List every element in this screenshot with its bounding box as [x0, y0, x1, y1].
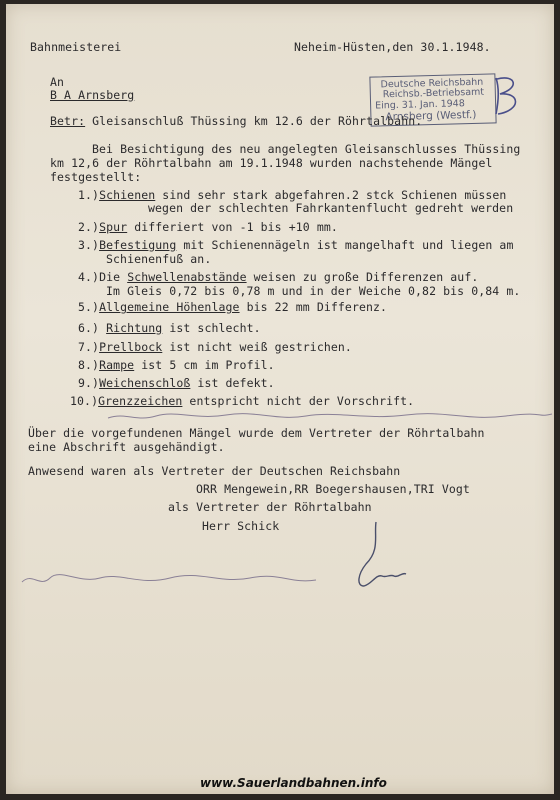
item-text: mit Schienennägeln ist mangelhaft und liegen am: [176, 238, 514, 252]
item-number: 10.): [70, 394, 99, 408]
list-item: [78, 376, 275, 390]
handwritten-note-scribble: [106, 406, 556, 426]
item-text: ist defekt.: [190, 376, 275, 390]
item-term: Schwellenabstände: [127, 270, 247, 284]
list-item: [78, 321, 261, 335]
item-number: 1.): [78, 188, 100, 202]
address-recipient: B A Arnsberg: [50, 88, 135, 102]
office-name: Bahnmeisterei: [30, 40, 122, 54]
intro-line-3: festgestellt:: [50, 170, 142, 184]
item-number: 8.): [78, 358, 100, 372]
item-term: Schienen: [99, 188, 156, 202]
item-text: differiert von -1 bis +10 mm.: [127, 220, 338, 234]
item-text: ist schlecht.: [162, 321, 261, 335]
item-continuation: wegen der schlechten Fahrkantenflucht gedreht werden: [148, 201, 514, 215]
closing-line-2: eine Abschrift ausgehändigt.: [28, 440, 225, 454]
subject-text: Gleisanschluß Thüssing km 12.6 der Röhrtalbahn.: [92, 114, 423, 128]
signature: [346, 516, 416, 596]
place-date: Neheim-Hüsten,den 30.1.1948.: [294, 40, 491, 54]
website-footer: www.Sauerlandbahnen.info: [200, 776, 387, 790]
item-term: Grenzzeichen: [98, 394, 183, 408]
item-number: 4.): [78, 270, 100, 284]
item-number: 7.): [78, 340, 100, 354]
stamp-line-1: Deutsche Reichsbahn: [380, 76, 484, 91]
item-term: Weichenschloß: [99, 376, 191, 390]
item-term: Befestigung: [99, 238, 177, 252]
stamp-line-2: Reichsb.-Betriebsamt: [382, 86, 485, 101]
item-text: ist 5 cm im Profil.: [134, 358, 275, 372]
closing-line-1: Über die vorgefundenen Mängel wurde dem Vertreter der Röhrtalbahn: [28, 426, 485, 440]
item-term: Richtung: [106, 321, 163, 335]
item-text: sind sehr stark abgefahren.2 stck Schienen müssen: [155, 188, 507, 202]
item-text: Die: [99, 270, 128, 284]
closing-line-5: als Vertreter der Röhrtalbahn: [168, 500, 372, 514]
item-continuation: Im Gleis 0,72 bis 0,78 m und in der Weiche 0,82 bis 0,84 m.: [106, 284, 521, 298]
address-an: An: [50, 75, 65, 89]
item-number: 3.): [78, 238, 100, 252]
item-text: entspricht nicht der Vorschrift.: [182, 394, 415, 408]
list-item: [78, 340, 352, 354]
item-term: Prellbock: [99, 340, 163, 354]
handwritten-margin-note: [20, 568, 320, 592]
item-number: 2.): [78, 220, 100, 234]
intro-line-2: km 12,6 der Röhrtalbahn am 19.1.1948 wurden nachstehende Mängel: [50, 156, 493, 170]
list-item: [78, 220, 338, 234]
list-item: [78, 238, 513, 252]
subject-label: Betr:: [50, 114, 86, 128]
stamp-line-4: Arnsberg (Westf.): [385, 108, 477, 124]
list-item: [78, 270, 478, 284]
stamp-line-3: Eing. 31. Jan. 1948: [374, 98, 465, 112]
item-term: Spur: [99, 220, 128, 234]
list-item: [78, 358, 275, 372]
closing-line-4: ORR Mengewein,RR Boegershausen,TRI Vogt: [196, 482, 470, 496]
item-number: 9.): [78, 376, 100, 390]
item-number: 5.): [78, 300, 100, 314]
list-item: [78, 300, 387, 314]
item-number: 6.): [78, 321, 100, 335]
item-text: weisen zu große Differenzen auf.: [246, 270, 479, 284]
item-term: Allgemeine Höhenlage: [99, 300, 240, 314]
document-page: [6, 4, 554, 794]
intro-line-1: Bei Besichtigung des neu angelegten Gleisanschlusses Thüssing: [92, 142, 521, 156]
closing-line-6: Herr Schick: [202, 519, 280, 533]
item-text: bis 22 mm Differenz.: [239, 300, 388, 314]
item-continuation: Schienenfuß an.: [106, 252, 212, 266]
closing-line-3: Anwesend waren als Vertreter der Deutschen Reichsbahn: [28, 464, 401, 478]
handwritten-b-mark: [486, 70, 526, 120]
list-item: [78, 188, 506, 202]
item-term: Rampe: [99, 358, 135, 372]
item-text: ist nicht weiß gestrichen.: [162, 340, 352, 354]
